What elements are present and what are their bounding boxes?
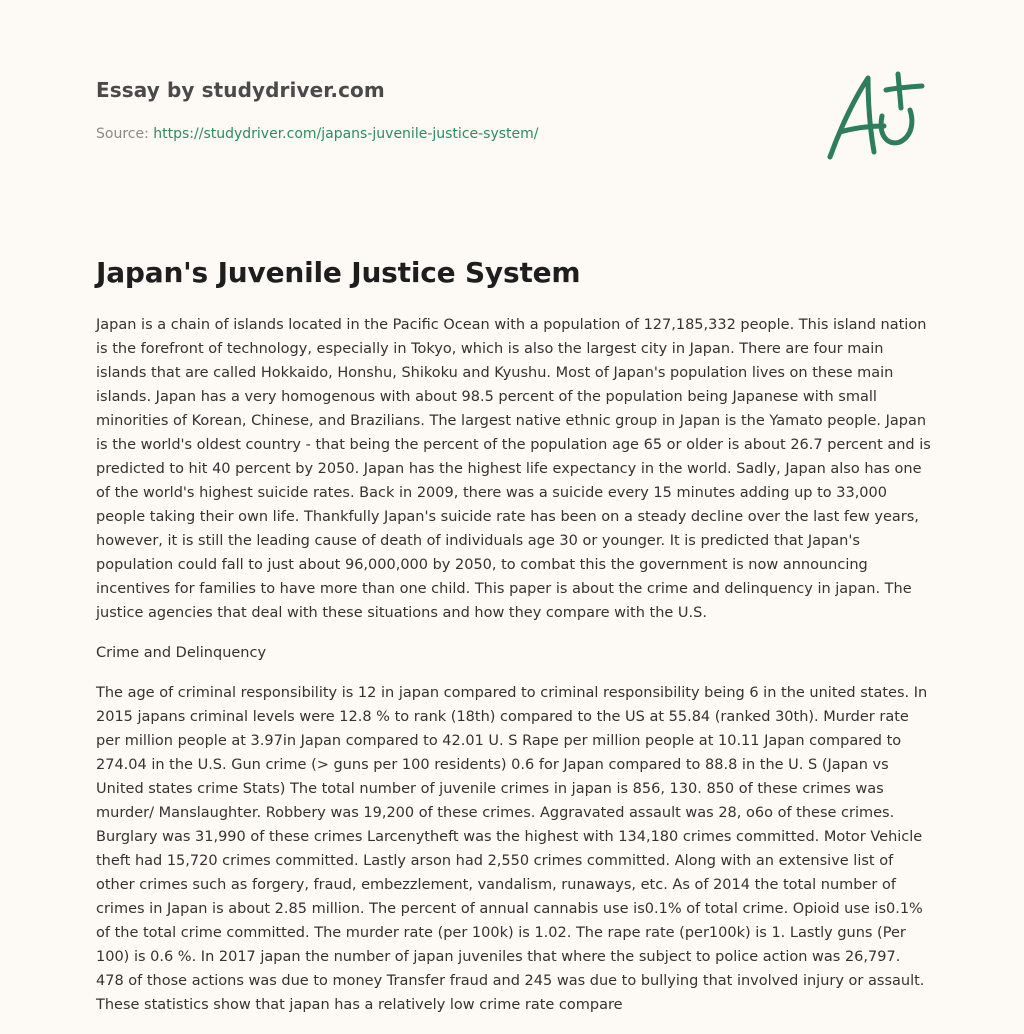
source-label: Source: [96,126,154,142]
article-body [96,313,932,1033]
site-brand: Essay by studydriver.com [96,78,385,102]
paragraph-crime: The age of criminal responsibility is 12 in japan compared to criminal responsibility being 6 in the united states. In 2015 japans criminal levels were 12.8 % to rank (18th) compared to the US at 55.84 (ranked 30th). Murder rate per million people at 3.97in Japan compared to 42.01 U. S Rape per million people at 10.11 Japan compared to 274.04 in the U.S. Gun crime (> guns per 100 residents) 0.6 for Japan compared to 88.8 in the U. S (Japan vs United states crime Stats) The total number of juvenile crimes in japan is 856, 130. 850 of these crimes was murder/ Manslaughter. Robbery was 19,200 of these crimes. Aggravated assault was 28, o6o of these crimes. Burglary was 31,990 of these crimes Larcenytheft was the highest with 134,180 crimes committed. Motor Vehicle theft had 15,720 crimes committed. Lastly arson had 2,550 crimes committed. Along with an extensive list of other crimes such as forgery, fraud, embezzlement, vandalism, runaways, etc. As of 2014 the total number of crimes in Japan is about 2.85 million. The percent of annual cannabis use is0.1% of total crime. Opioid use is0.1% of the total crime committed. The murder rate (per 100k) is 1.02. The rape rate (per100k) is 1. Lastly guns (Per 100) is 0.6 %. In 2017 japan the number of japan juveniles that where the subject to police action was 26,797. 478 of those actions was due to money Transfer fraud and 245 was due to bullying that involved injury or assault. These statistics show that japan has a relatively low crime rate compare [96,685,928,1013]
page-header [96,78,796,142]
source-link[interactable]: https://studydriver.com/japans-juvenile-justice-system/ [153,126,539,142]
a-plus-logo-icon [818,64,928,164]
article-title: Japan's Juvenile Justice System [96,256,581,289]
paragraph-intro: Japan is a chain of islands located in the Pacific Ocean with a population of 127,185,332 people. This island nation is the forefront of technology, especially in Tokyo, which is also the largest city in Japan. There are four main islands that are called Hokkaido, Honshu, Shikoku and Kyushu. Most of Japan's population lives on these main islands. Japan has a very homogenous with about 98.5 percent of the population being Japanese with small minorities of Korean, Chinese, and Brazilians. The largest native ethnic group in Japan is the Yamato people. Japan is the world's oldest country - that being the percent of the population age 65 or older is about 26.7 percent and is predicted to hit 40 percent by 2050. Japan has the highest life expectancy in the world. Sadly, Japan also has one of the world's highest suicide rates. Back in 2009, there was a suicide every 15 minutes adding up to 33,000 people taking their own life. Thankfully Japan's suicide rate has been on a steady decline over the last few years, however, it is still the leading cause of death of individuals age 30 or younger. It is predicted that Japan's population could fall to just about 96,000,000 by 2050, to combat this the government is now announcing incentives for families to have more than one child. This paper is about the crime and delinquency in japan. The justice agencies that deal with these situations and how they compare with the U.S. [96,317,931,621]
source-line [96,126,796,142]
section-heading-crime: Crime and Delinquency [96,645,267,661]
